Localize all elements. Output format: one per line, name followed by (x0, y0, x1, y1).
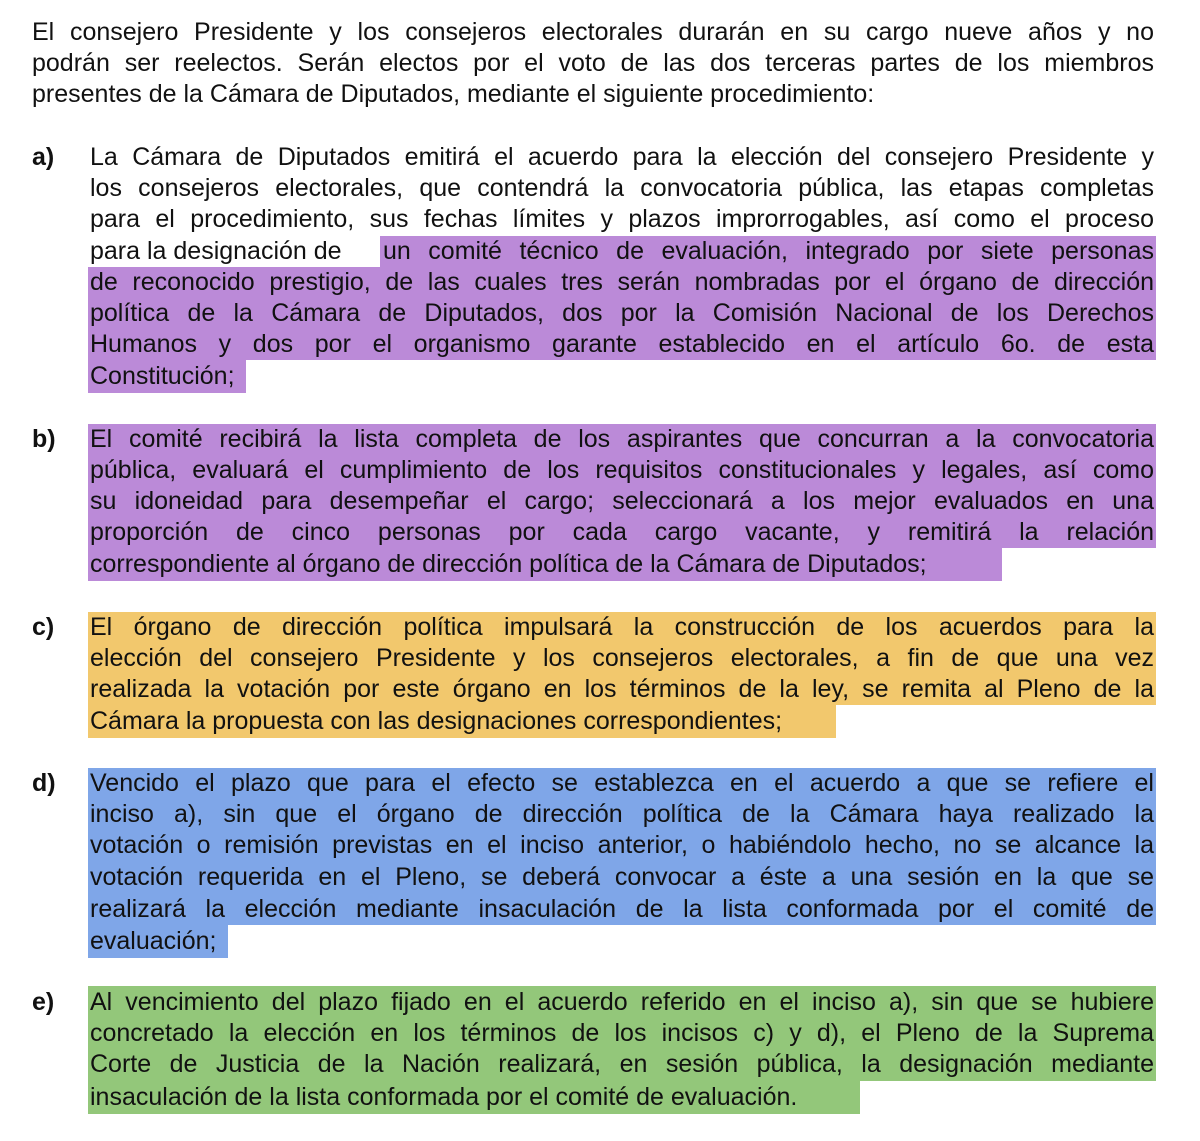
intro-line: El consejero Presidente y los consejeros electorales durarán en su cargo nueve años y no (32, 18, 1154, 46)
item-a-line: los consejeros electorales, que contendrá la convocatoria pública, las etapas completas (90, 174, 1154, 202)
item-a-line: política de la Cámara de Diputados, dos por la Comisión Nacional de los Derechos (90, 299, 1154, 327)
item-a-line: Constitución; (90, 362, 235, 390)
intro-line: podrán ser reelectos. Serán electos por el voto de las dos terceras partes de los miembros (32, 49, 1154, 77)
intro-line: presentes de la Cámara de Diputados, mediante el siguiente procedimiento: (32, 80, 875, 108)
item-a-line-highlighted: un comité técnico de evaluación, integrado por siete personas (383, 237, 1154, 265)
item-c-label: c) (32, 613, 55, 641)
item-c-line: elección del consejero Presidente y los consejeros electorales, a fin de que una vez (90, 644, 1154, 672)
item-b-line: correspondiente al órgano de dirección política de la Cámara de Diputados; (90, 550, 927, 578)
item-d-line: evaluación; (90, 927, 217, 955)
item-d-line: votación o remisión previstas en el inciso anterior, o habiéndolo hecho, no se alcance la (90, 831, 1154, 859)
item-b-label: b) (32, 425, 56, 453)
item-e-line: concretado la elección en los términos de los incisos c) y d), el Pleno de la Suprema (90, 1019, 1154, 1047)
item-b-line: su idoneidad para desempeñar el cargo; seleccionará a los mejor evaluados en una (90, 487, 1154, 515)
item-d-line: Vencido el plazo que para el efecto se establezca en el acuerdo a que se refiere el (90, 769, 1154, 797)
item-e-line: insaculación de la lista conformada por el comité de evaluación. (90, 1083, 798, 1111)
item-a-line: para la designación de (90, 237, 342, 265)
item-c-line: realizada la votación por este órgano en los términos de la ley, se remita al Pleno de la (90, 675, 1154, 703)
item-b-line: proporción de cinco personas por cada cargo vacante, y remitirá la relación (90, 518, 1154, 546)
item-b-line: El comité recibirá la lista completa de los aspirantes que concurran a la convocatoria (90, 425, 1154, 453)
item-a-line: La Cámara de Diputados emitirá el acuerdo para la elección del consejero Presidente y (90, 143, 1154, 171)
item-e-line: Corte de Justicia de la Nación realizará, en sesión pública, la designación mediante (90, 1050, 1154, 1078)
item-c-line: Cámara la propuesta con las designaciones correspondientes; (90, 707, 783, 735)
item-d-label: d) (32, 769, 56, 797)
item-a-line: para el procedimiento, sus fechas límites y plazos improrrogables, así como el proceso (90, 205, 1154, 233)
item-d-line: votación requerida en el Pleno, se deberá convocar a éste a una sesión en la que se (90, 863, 1154, 891)
item-e-line: Al vencimiento del plazo fijado en el acuerdo referido en el inciso a), sin que se hubiere (90, 988, 1154, 1016)
item-c-line: El órgano de dirección política impulsará la construcción de los acuerdos para la (90, 613, 1154, 641)
item-d-line: realizará la elección mediante insaculación de la lista conformada por el comité de (90, 895, 1154, 923)
item-d-line: inciso a), sin que el órgano de dirección política de la Cámara haya realizado la (90, 800, 1154, 828)
item-a-line: Humanos y dos por el organismo garante establecido en el artículo 6o. de esta (90, 330, 1154, 358)
item-a-line: de reconocido prestigio, de las cuales tres serán nombradas por el órgano de dirección (90, 268, 1154, 296)
item-a-label: a) (32, 143, 55, 171)
item-b-line: pública, evaluará el cumplimiento de los requisitos constitucionales y legales, así como (90, 456, 1154, 484)
item-e-label: e) (32, 988, 55, 1016)
